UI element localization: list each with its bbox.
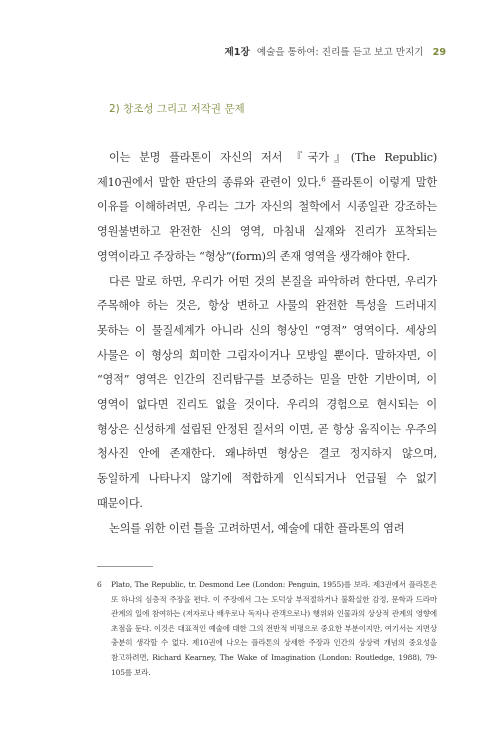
paragraph-3: 논의를 위한 이런 틀을 고려하면서, 예술에 대한 플라톤의 염려 <box>109 521 405 535</box>
footnote-divider <box>97 566 153 567</box>
footnote-text: Plato, The Republic, tr. Desmond Lee (London: Penguin, 1955)를 보라. 제3권에서 플라톤은 또 하나의 심층적 주장을 편다. 이 주장에서 그는 도덕상 부적절하거나 불확실한 감정, 문학과 드라마 관계의 일에 참여하는 (저자로나 배우로나 독자나 관객으로나) 행위와 인물과의 상상적 관계의 영향에 초점을 둔다. 이것은 대표적인 예술에 대한 그의 전반적 비평으로 중요한 부분이지만, 여기서는 지면상 충분히 생각할 수 없다. 제10권에 나오는 플라톤의 상세한 주장과 인간의 상상력 개념의 중요성을 참고하려면, Richard Kearney, The Wake of Imagination (London: Routledge, 1988), 79-105를 보라. <box>111 580 437 677</box>
chapter-label: 제1장 <box>224 47 250 58</box>
running-header <box>225 44 446 58</box>
paragraph-1-text-a: 이는 분명 플라톤이 자신의 저서 『국가』(The Republic) 제10권에서 말한 판단의 종류와 관련이 있다. <box>97 151 437 189</box>
footnote-number: 6 <box>97 580 102 589</box>
footnote <box>97 578 437 680</box>
paragraph-2: 다른 말로 하면, 우리가 어떤 것의 본질을 파악하려 한다면, 우리가 주목해야 하는 것은, 항상 변하고 사물의 완전한 특성을 드러내지 못하는 이 물질세계가 아니라 신의 형상인 “영적” 영역이다. 세상의 사물은 이 형상의 희미한 그림자이거나 모방일 뿐이다. 말하자면, 이 “영적” 영역은 인간의 진리탐구를 보증하는 믿을 만한 기반이며, 이 영역이 없다면 진리도 없을 것이다. 우리의 경험으로 현시되는 이 형상은 신성하게 설립된 안정된 질서의 이면, 곧 항상 움직이는 우주의 청사진 안에 존재한다. 왜냐하면 형상은 결코 정지하지 않으며, 동일하게 나타나지 않기에 적합하게 인식되거나 언급될 수 없기 때문이다. <box>97 274 437 510</box>
section-heading: 2) 창조성 그리고 저작권 문제 <box>109 103 245 115</box>
page-number: 29 <box>432 47 446 58</box>
footnote-reference[interactable]: 6 <box>321 174 326 183</box>
paragraph-1-text-b: 플라톤이 이렇게 말한 이유를 이해하려면, 우리는 그가 자신의 철학에서 시종일관 강조하는 영원불변하고 완전한 신의 영역, 마침내 실재와 진리가 포착되는 영역이라고 주장하는 “형상”(form)의 존재 영역을 생각해야 한다. <box>97 175 437 263</box>
paragraph-1 <box>97 146 437 270</box>
chapter-title: 예술을 통하여: 진리를 듣고 보고 만지기 <box>256 47 424 58</box>
body-text <box>97 146 437 541</box>
